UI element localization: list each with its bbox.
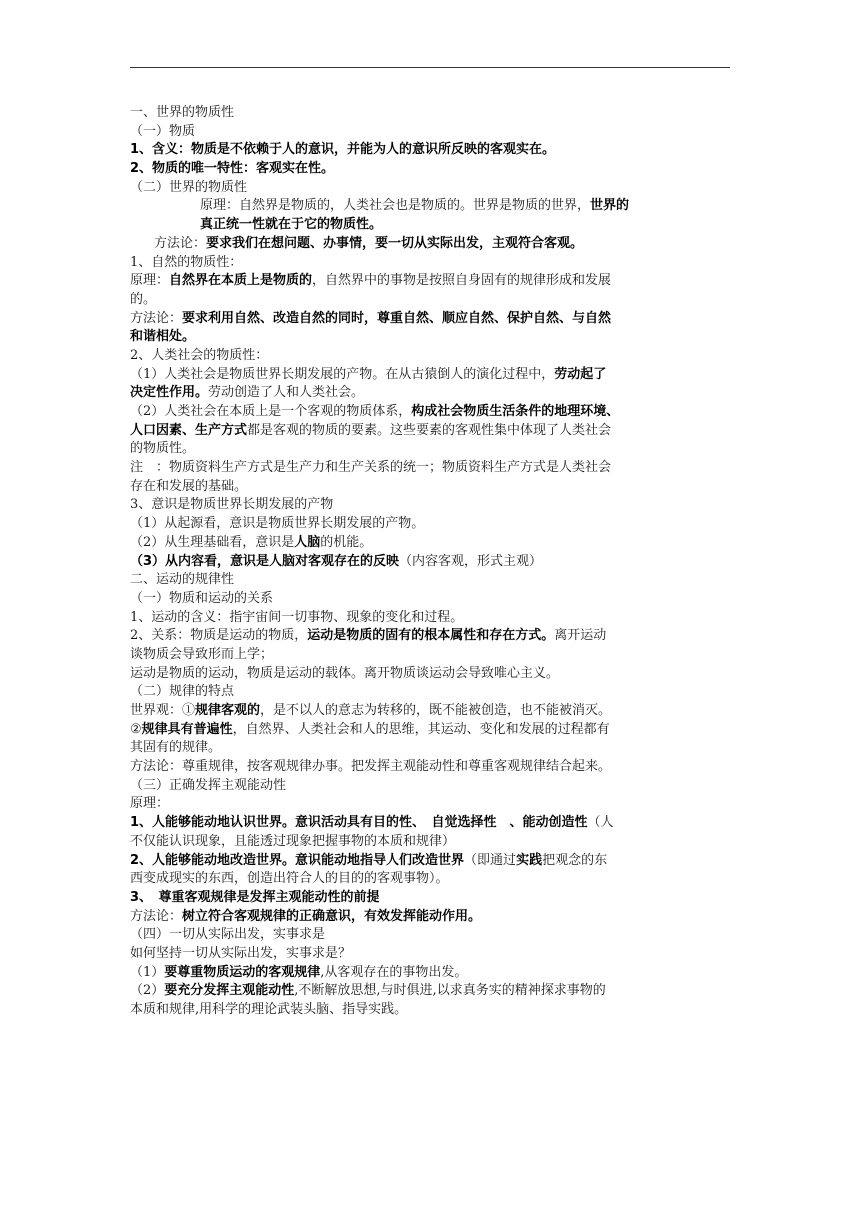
text-line: 和谐相处。 <box>130 329 196 345</box>
text-line: 1、含义：物质是不依赖于人的意识，并能为人的意识所反映的客观实在。 <box>130 142 556 158</box>
text-line: ②规律具有普遍性，自然界、人类社会和人的思维，其运动、变化和发展的过程都有 <box>130 721 610 737</box>
text-line: （1）人类社会是物质世界长期发展的产物。在从古猿倒人的演化过程中，劳动起了 <box>130 366 607 382</box>
subheading: 1、自然的物质性： <box>130 254 243 270</box>
text-line: 本质和规律,用科学的理论武装头脑、指导实践。 <box>130 1002 408 1017</box>
heading-1: 一、世界的物质性 <box>130 105 235 120</box>
subheading: （一）物质 <box>130 123 196 139</box>
text-line: （1）从起源看，意识是物质世界长期发展的产物。 <box>130 516 425 532</box>
text-line: 方法论：树立符合客观规律的正确意识，有效发挥能动作用。 <box>130 908 482 924</box>
subheading: （一）物质和运动的关系 <box>130 590 274 606</box>
text-line: （1）要尊重物质运动的客观规律,从客观存在的事物出发。 <box>130 964 468 980</box>
text-line: 方法论：尊重规律，按客观规律办事。把发挥主观能动性和尊重客观规律结合起来。 <box>130 759 612 775</box>
text-line: 2、关系：物质是运动的物质，运动是物质的固有的根本属性和存在方式。离开运动 <box>130 628 607 644</box>
text-line: 方法论：要求利用自然、改造自然的同时，尊重自然、顺应自然、保护自然、与自然 <box>130 310 612 326</box>
text-line: 原理： <box>130 796 170 812</box>
note-line: 注 ：物质资料生产方式是生产力和生产关系的统一；物质资料生产方式是人类社会 <box>130 460 612 476</box>
text-line: 的物质性。 <box>130 441 196 457</box>
text-line: 2、物质的唯一特性：客观实在性。 <box>130 161 335 177</box>
text-line: 世界观：①规律客观的，是不以人的意志为转移的，既不能被创造，也不能被消灭。 <box>130 703 612 718</box>
text-line: 运动是物质的运动，物质是运动的载体。离开物质谈运动会导致唯心主义。 <box>130 665 560 681</box>
subheading: 2、人类社会的物质性： <box>130 347 269 363</box>
text-line: （2）从生理基础看，意识是人脑的机能。 <box>130 534 373 550</box>
text-line: （3）从内容看，意识是人脑对客观存在的反映（内容客观，形式主观） <box>130 553 543 569</box>
text-line: 决定性作用。劳动创造了人和人类社会。 <box>130 385 365 401</box>
text-line: 原理：自然界在本质上是物质的，自然界中的事物是按照自身固有的规律形成和发展 <box>130 273 612 289</box>
note-line: 存在和发展的基础。 <box>130 478 248 494</box>
document-body <box>130 104 730 1020</box>
subheading: （二）规律的特点 <box>130 684 235 700</box>
text-line: 2、人能够能动地改造世界。意识能动地指导人们改造世界（即通过实践把观念的东 <box>130 852 608 868</box>
text-line: 的。 <box>130 291 157 307</box>
text-line: 不仅能认识现象，且能透过现象把握事物的本质和规律） <box>130 833 456 849</box>
text-line: 方法论：要求我们在想问题、办事情，要一切从实际出发，主观符合客观。 <box>154 235 584 251</box>
subheading: 3、意识是物质世界长期发展的产物 <box>130 497 334 513</box>
subheading: （二）世界的物质性 <box>130 179 248 195</box>
text-line: 其固有的规律。 <box>130 740 222 756</box>
text-line: 原理：自然界是物质的，人类社会也是物质的。世界是物质的世界，世界的 <box>200 198 630 214</box>
text-line: （2）人类社会在本质上是一个客观的物质体系，构成社会物质生活条件的地理环境、 <box>130 404 620 419</box>
text-line: 如何坚持一切从实际出发，实事求是？ <box>130 945 352 961</box>
text-line: 真正统一性就在于它的物质性。 <box>200 217 383 233</box>
subheading: （四）一切从实际出发，实事求是 <box>130 927 326 943</box>
text-line: 1、运动的含义：指宇宙间一切事物、现象的变化和过程。 <box>130 609 464 625</box>
text-line: 西变成现实的东西，创造出符合人的目的的客观事物）。 <box>130 871 449 887</box>
header-rule <box>130 67 730 68</box>
heading-2: 二、运动的规律性 <box>130 572 235 588</box>
text-line: 3、 尊重客观规律是发挥主观能动性的前提 <box>130 889 380 905</box>
subheading: （三）正确发挥主观能动性 <box>130 777 287 793</box>
text-line: （2）要充分发挥主观能动性,不断解放思想,与时俱进,以求真务实的精神探求事物的 <box>130 983 606 999</box>
text-line: 1、人能够能动地认识世界。意识活动具有目的性、 自觉选择性 、能动创造性（人 <box>130 815 614 831</box>
text-line: 谈物质会导致形而上学； <box>130 646 274 662</box>
text-line: 人口因素、生产方式都是客观的物质的要素。这些要素的客观性集中体现了人类社会 <box>130 422 612 438</box>
